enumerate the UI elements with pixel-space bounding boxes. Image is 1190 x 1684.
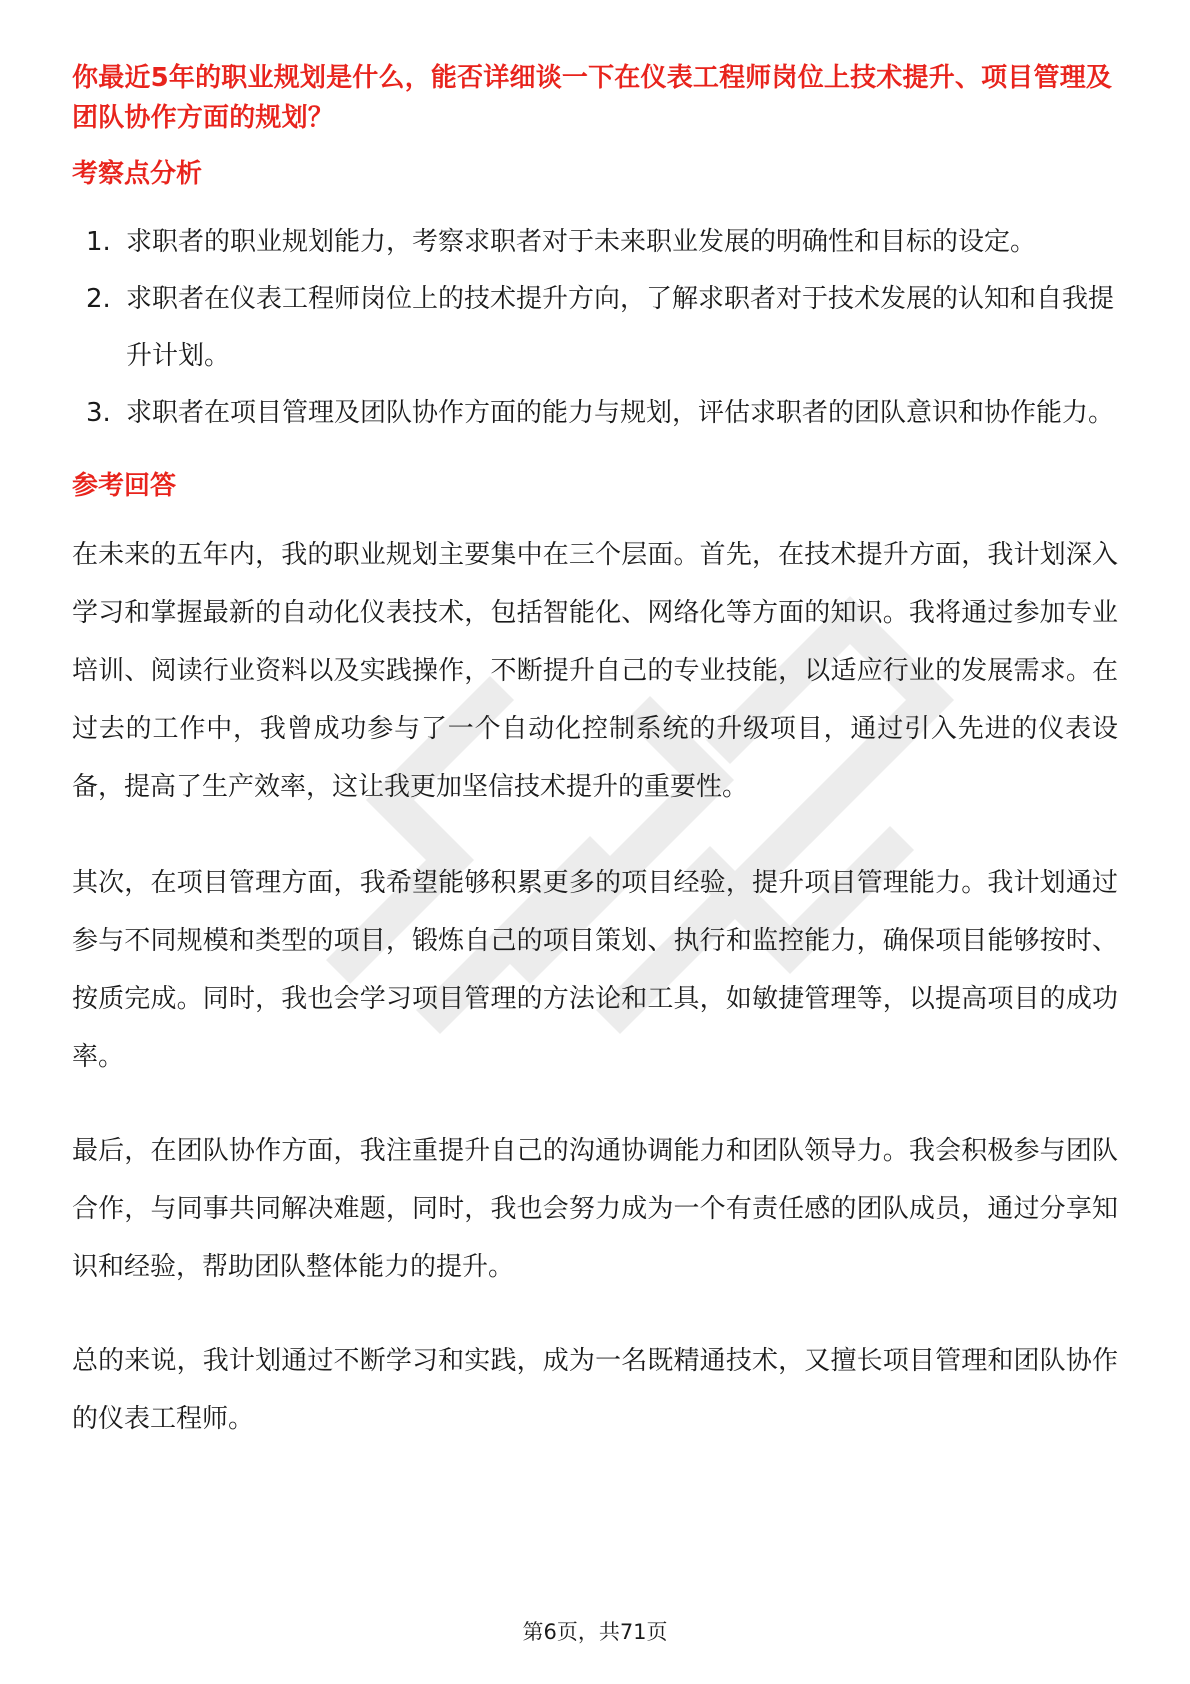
point-text: 求职者的职业规划能力，考察求职者对于未来职业发展的明确性和目标的设定。 [126, 227, 1037, 257]
analysis-points-list [72, 214, 1118, 442]
analysis-point [72, 385, 1118, 442]
answer-paragraph: 在未来的五年内，我的职业规划主要集中在三个层面。首先，在技术提升方面，我计划深入学习和掌握最新的自动化仪表技术，包括智能化、网络化等方面的知识。我将通过参加专业培训、阅读行业资料以及实践操作，不断提升自己的专业技能，以适应行业的发展需求。在过去的工作中，我曾成功参与了一个自动化控制系统的升级项目，通过引入先进的仪表设备，提高了生产效率，这让我更加坚信技术提升的重要性。 [72, 540, 1118, 802]
document-page [72, 58, 1118, 1448]
answer-paragraph: 其次，在项目管理方面，我希望能够积累更多的项目经验，提升项目管理能力。我计划通过参与不同规模和类型的项目，锻炼自己的项目策划、执行和监控能力，确保项目能够按时、按质完成。同时，我也会学习项目管理的方法论和工具，如敏捷管理等，以提高项目的成功率。 [72, 868, 1118, 1072]
answer-paragraph: 总的来说，我计划通过不断学习和实践，成为一名既精通技术，又擅长项目管理和团队协作的仪表工程师。 [72, 1346, 1118, 1434]
question-title: 你最近5年的职业规划是什么，能否详细谈一下在仪表工程师岗位上技术提升、项目管理及团队协作方面的规划？ [72, 63, 1113, 133]
answer-paragraph: 最后，在团队协作方面，我注重提升自己的沟通协调能力和团队领导力。我会积极参与团队合作，与同事共同解决难题，同时，我也会努力成为一个有责任感的团队成员，通过分享知识和经验，帮助团队整体能力的提升。 [72, 1136, 1118, 1282]
analysis-point [72, 214, 1118, 271]
point-text: 求职者在项目管理及团队协作方面的能力与规划，评估求职者的团队意识和协作能力。 [126, 398, 1115, 428]
point-number: 3. [86, 398, 111, 428]
point-number: 2. [86, 284, 111, 314]
point-number: 1. [86, 227, 111, 257]
point-text: 求职者在仪表工程师岗位上的技术提升方向，了解求职者对于技术发展的认知和自我提升计划。 [126, 284, 1115, 371]
analysis-point [72, 271, 1118, 385]
analysis-heading: 考察点分析 [72, 159, 203, 189]
page-footer: 第6页，共71页 [522, 1620, 668, 1644]
answer-heading: 参考回答 [72, 471, 177, 501]
